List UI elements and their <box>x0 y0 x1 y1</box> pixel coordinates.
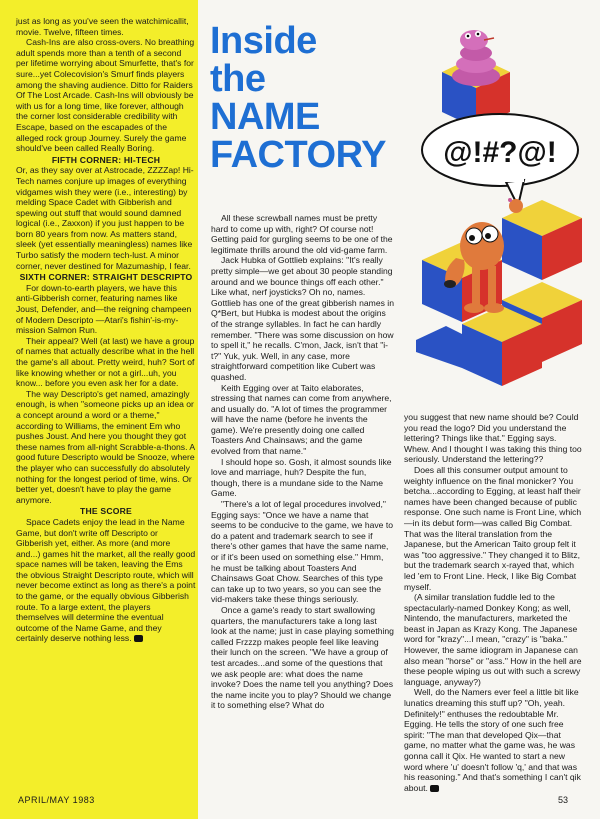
paragraph: Jack Hubka of Gottlieb explains: "It's really pretty simple—we get about 30 people standing around and we bounce things off each other." Like what, nerf joysticks? Oh no, names. Gottlieb has one of the great gibberish names in Q*Bert, but Hubka is modest about the origins of the strange syllables. In fact he can hardly remember. "There was some discussion on how to spell it," he recalls. C'mon, Jack, isn't that "i-t?" Yuk, yuk. Well, in any case, more straightforward competition like Cubert was quashed. <box>211 255 394 382</box>
speech-text: @!#?@! <box>443 136 557 169</box>
paragraph <box>16 517 196 644</box>
left-column <box>16 16 196 644</box>
section-heading: FIFTH CORNER: HI-TECH <box>51 154 161 165</box>
qbert-illustration <box>406 10 592 408</box>
paragraph: (A similar translation fuddle led to the spectacularly-named Donkey Kong; as well, Nintendo, the manufacturers, marketed the beast in Japan as Krazy Kong. The Japanese word for "krazy"...I mean, "crazy" is "baka." However, the same idiogram in Japanese can also mean "horse" or "ass." How in the hell are these people wiping us out with such a screwy language, anyway?) <box>404 592 582 687</box>
paragraph: Their appeal? Well (at last) we have a group of names that actually describe what in the hell the game's all about. Pretty weird, huh? Sort of like knowing whether or not a girl...uh, you know... before you even ask her for a date. <box>16 335 195 389</box>
end-mark-icon <box>430 785 439 792</box>
paragraph: Keith Egging over at Taito elaborates, stressing that names can come from anywhere, and usually do. "A lot of times the programmer will have the name (before he invents the game). We're presently doing one called Toasters And Chainsaws; and the game evolved from that name." <box>211 382 392 457</box>
right-column <box>404 412 584 793</box>
paragraph: just as long as you've seen the watchimicallit, movie. Twelve, fifteen times. <box>16 16 189 37</box>
paragraph: you suggest that new name should be? Could you read the logo? Did you understand the lettering? Things like that." Egging says. Whew. And I thought I was taking this thing too seriously. Understand the lettering?? <box>404 412 582 465</box>
paragraph: "There's a lot of legal procedures involved," Egging says: "Once we have a name that seems to be conducive to the game, we have to do a patent and trademark search to see if there's other games that have the same name, or if it's been used on something else." Hmm, he must be talking about Toasters And Chainsaws Goat Chow. Searches of this type can take up to two years, so you can see the vid-makers take these things seriously. <box>211 499 394 605</box>
paragraph: Once a game's ready to start swallowing quarters, the manufacturers take a long last look at the name; just in case playing something called Frzzzp makes people feel like leaving their lunch on the screen. "We have a group of test arcades...and some of the questions that we ask people are: what does the name invoke? Does the name tell you anything? Does the name incite you to play? Should we change it to something else? What do <box>211 604 394 711</box>
paragraph-text: Well, do the Namers ever feel a little bit like lunatics dreaming this stuff up? "Oh, yeah. Definitely!" enthuses the redoubtable Mr. Egging. He tells the story of one such free spirit: "The man that developed Qix—that game, no matter what the game was, he was gonna call it Qix. He wanted to start a new word where 'u' doesn't follow 'q,' and that was his reasoning." And that's something I can't qik about. <box>404 687 581 793</box>
paragraph: Cash-Ins are also cross-overs. No breathing adult spends more than a tenth of a second per lifetime worrying about Smurfette, that's for sure...yet Colecovision's Smurf finds players among the shaving audience. Ditto for Raiders Of The Lost Arcade. Cash-Ins will obviously be with us for a long time, like forever, although the corner lost considerable credibility with Escape, based on the escapades of the alleged rock group Journey. Surely the game should've been called Really Boring. <box>16 37 195 154</box>
paragraph: I should hope so. Gosh, it almost sounds like love and marriage, huh? Despite the fun, though, there is a mundane side to the Name Game. <box>211 456 392 499</box>
coily-snake-icon <box>452 30 500 86</box>
title-line: the <box>210 58 266 100</box>
section-heading: THE SCORE <box>80 506 132 517</box>
paragraph: Or, as they say over at Astrocade, ZZZZap! Hi-Tech names conjure up images of everything vidgames wish they were (i.e., interesting) by melding Space Cadet with Gibberish and spewing out stuff that would sound damned logical (i.e., Zaxxon) if you just happen to be born 80 years from now. As matters stand, sleek (yet essentially meaningless) names like Turbo satisfy the modern tech-lust. A minor corner, never destined for Mazumaship, I fear. <box>16 165 194 271</box>
issue-date: APRIL/MAY 1983 <box>18 795 95 805</box>
section-heading: SIXTH CORNER: STRAIGHT DESCRIPTO <box>19 272 193 283</box>
paragraph: All these screwball names must be pretty hard to come up with, right? Of course not! Getting paid for gurgling seems to be one of the legitimate thrills around the old vid-game farm. <box>211 213 393 255</box>
page-number: 53 <box>558 795 569 805</box>
end-mark-icon <box>134 635 143 642</box>
paragraph: The way Descripto's get named, amazingly enough, is when "someone picks up an idea or a concept around a word or a theme," according to Williams, the eminent Em who pushes Joust. And here you thought they got these names from all-night Scrabble-a-thons. A good future Descripto would be Snooze, where the player who can successfully do absolutely nothing for the longest period of time, wins. Or better yet, doesn't have to play the game anymore. <box>16 388 195 505</box>
paragraph <box>404 687 584 793</box>
paragraph-text: Space Cadets enjoy the lead in the Name Game, but don't write off Descripto or Gibberish yet, either. As more (and more and...) games hit the market, all the really good space names will be taken, leaving the Ems the obvious Straight Descripto route, which will never become extinct as long as there's a point to the game, or the equally obvious Gibberish route. To a large extent, the players themselves will determine the eventual outcome of the Name Game, and they certainly deserve nothing less. <box>16 516 196 644</box>
title-line: Inside <box>210 20 317 62</box>
paragraph: For down-to-earth players, we have this anti-Gibberish corner, featuring names like Joust, Defender, and—the reigning champeen of Modern Descripto —Atari's fishin'-is-my-mission Salmon Run. <box>16 282 192 336</box>
title-line: NAME <box>210 96 320 138</box>
middle-column <box>211 213 394 711</box>
paragraph: Does all this consumer output amount to weighty influence on the final monicker? You betcha...according to Egging, at least half their names have been changed because of public response. One such name is Front Line, which—in its debut form—was called Big Combat. That was the literal translation from the Japanese, but the American Taito group felt it was "too aggressive." They changed it to Blitz, but the trademark search x-rayed that, which led 'em to Front Line. Heck, I like Big Combat myself. <box>404 464 582 592</box>
cube-pyramid <box>416 200 582 386</box>
speech-bubble <box>422 114 578 206</box>
title-line: FACTORY <box>210 134 386 176</box>
